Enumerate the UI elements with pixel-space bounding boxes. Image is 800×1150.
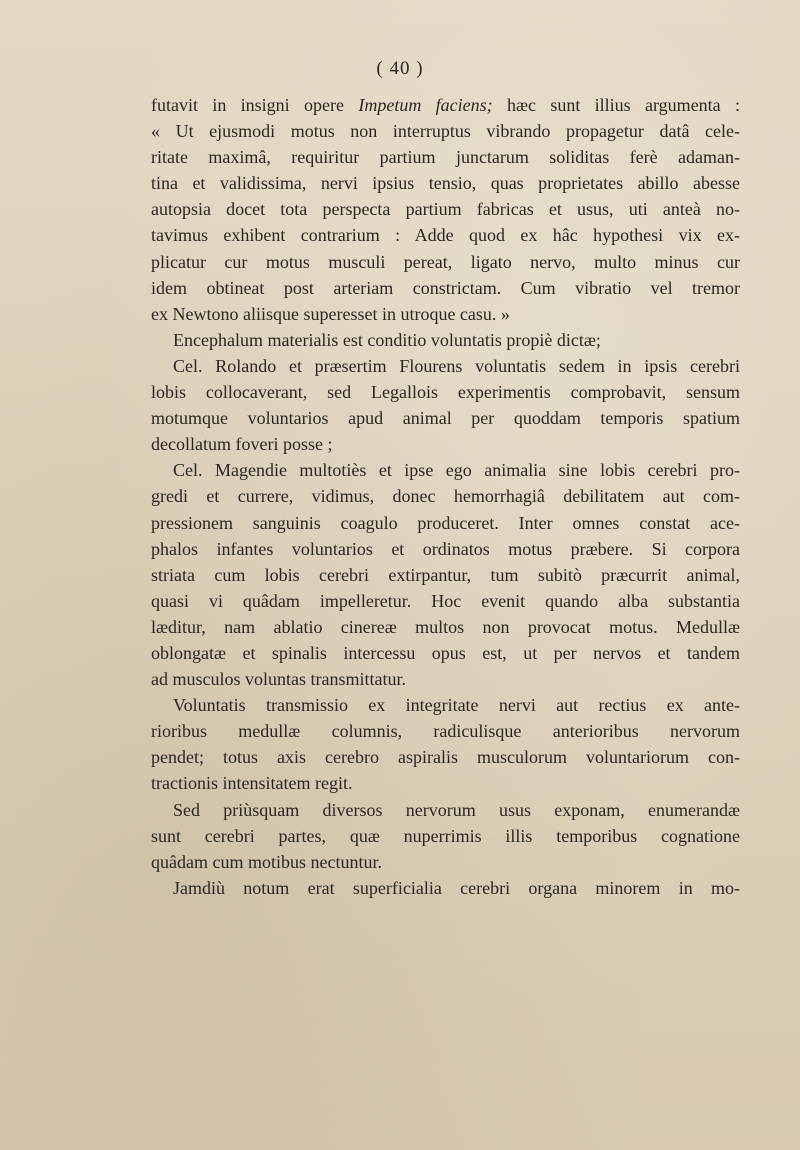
- text-line: ex Newtono aliisque superesset in utroque casu. »: [151, 303, 510, 324]
- text-line: motumque voluntarios apud animal per quoddam temporis spatium: [151, 408, 740, 429]
- text-line: gredi et currere, vidimus, donec hemorrhagiâ debilitatem aut com-: [151, 486, 740, 507]
- text-line: tina et validissima, nervi ipsius tensio, quas proprietates abillo abesse: [151, 173, 740, 194]
- text-line: [151, 92, 740, 118]
- text-line: phalos infantes voluntarios et ordinatos motus præbere. Si corpora: [151, 538, 740, 559]
- text-line: plicatur cur motus musculi pereat, ligato nervo, multo minus cur: [151, 251, 740, 272]
- text-segment: futavit in insigni opere: [151, 95, 359, 115]
- text-line: tractionis intensitatem regit.: [151, 773, 353, 794]
- text-line: læditur, nam ablatio cinereæ multos non provocat motus. Medullæ: [151, 616, 740, 637]
- text-line: idem obtineat post arteriam constrictam. Cum vibratio vel tremor: [151, 277, 740, 298]
- text-segment: hæc sunt illius argumenta :: [492, 95, 741, 115]
- text-line: Cel. Magendie multotiès et ipse ego animalia sine lobis cerebri pro-: [173, 460, 740, 481]
- text-line: « Ut ejusmodi motus non interruptus vibrando propagetur datâ cele-: [151, 121, 740, 142]
- text-line: sunt cerebri partes, quæ nuperrimis illis temporibus cognatione: [151, 825, 740, 846]
- text-line: decollatum foveri posse ;: [151, 434, 333, 455]
- text-line: quasi vi quâdam impelleretur. Hoc evenit quando alba substantia: [151, 590, 740, 611]
- text-line: Sed priùsquam diversos nervorum usus exponam, enumerandæ: [173, 799, 740, 820]
- text-line: quâdam cum motibus nectuntur.: [151, 851, 382, 872]
- text-line: Jamdiù notum erat superficialia cerebri organa minorem in mo-: [173, 877, 740, 898]
- italic-title: Impetum faciens;: [358, 95, 493, 115]
- text-line: Encephalum materialis est conditio voluntatis propiè dictæ;: [173, 329, 601, 350]
- text-line: Voluntatis transmissio ex integritate nervi aut rectius ex ante-: [173, 695, 740, 716]
- text-line: oblongatæ et spinalis intercessu opus est, ut per nervos et tandem: [151, 642, 740, 663]
- text-line: lobis collocaverant, sed Legallois experimentis comprobavit, sensum: [151, 382, 740, 403]
- text-line: ad musculos voluntas transmittatur.: [151, 669, 406, 690]
- body-text: [151, 92, 740, 901]
- text-line: striata cum lobis cerebri extirpantur, tum subitò præcurrit animal,: [151, 564, 740, 585]
- text-line: ritate maximâ, requiritur partium junctarum soliditas ferè adaman-: [151, 147, 740, 168]
- text-line: pendet; totus axis cerebro aspiralis musculorum voluntariorum con-: [151, 747, 740, 768]
- page-number: ( 40 ): [376, 58, 424, 79]
- text-line: Cel. Rolando et præsertim Flourens voluntatis sedem in ipsis cerebri: [173, 355, 740, 376]
- text-line: tavimus exhibent contrarium : Adde quod ex hâc hypothesi vix ex-: [151, 225, 740, 246]
- text-line: pressionem sanguinis coagulo produceret. Inter omnes constat ace-: [151, 512, 740, 533]
- text-line: autopsia docet tota perspecta partium fabricas et usus, uti anteà no-: [151, 199, 740, 220]
- text-line: rioribus medullæ columnis, radiculisque anterioribus nervorum: [151, 721, 740, 742]
